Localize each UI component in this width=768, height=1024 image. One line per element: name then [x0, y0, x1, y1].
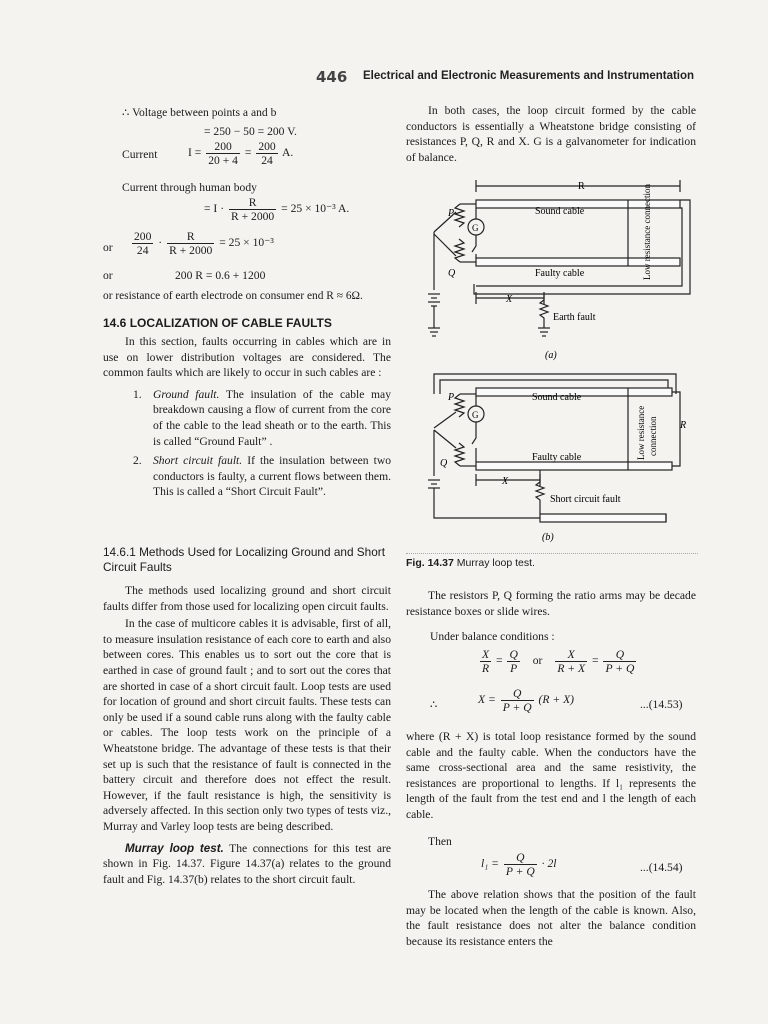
fig-b-label-q: Q [440, 458, 448, 469]
right-intro: In both cases, the loop circuit formed by the cable conductors is essentially a Wheatstone bridge consisting of resistances P, Q, R and X. G is a galvanometer for indication of balance. [406, 104, 696, 164]
eq-number-14-53: ...(14.53) [640, 698, 683, 711]
eq-current-frac2: $\frac{200}{24}$ [258, 140, 276, 167]
fig-caption [406, 557, 535, 569]
fig-a-earth-fault: Earth fault [553, 312, 596, 323]
fig-a-label-g: G [472, 223, 479, 233]
fig-b-faulty-cable: Faulty cable [532, 452, 582, 463]
figure-a [410, 172, 700, 368]
section-intro: In this section, faults occurring in cables which are in use on lower distribution voltages are considered. The common faults which are likely to occur in such cables are : [103, 335, 391, 380]
eq-body-lhs: = I · [204, 202, 225, 216]
right-para-ratio: The resistors P, Q forming the ratio arms may be decade resistance boxes or slide wires. [406, 589, 696, 618]
eq-current [188, 140, 293, 167]
figure-b [410, 368, 700, 548]
fig-b-connection-2: connection [648, 416, 658, 456]
eq-current-unit: A. [281, 146, 294, 160]
running-title: Electrical and Electronic Measurements and Instrumentation [363, 70, 695, 82]
fig-a-sound-cable: Sound cable [535, 206, 585, 217]
fig-caption-label: Fig. 14.37 [406, 557, 454, 569]
balance-eq: $\frac{X}{R}$ = $\frac{Q}{P}$ or $\frac{X}{R + X}$ = $\frac{Q}{P + Q}$ [482, 648, 635, 675]
subsection-body [103, 583, 391, 887]
fig-a-label-p: P [448, 208, 455, 219]
fig-a-connection: Low resistance connection [642, 184, 652, 280]
x-equation: X = $\frac{Q}{P + Q}$ (R + X) [478, 687, 575, 714]
fig-a-sublabel: (a) [545, 350, 557, 361]
fig-b-label-r: R [680, 420, 687, 431]
fig-a-label-x: X [506, 294, 513, 305]
balance-label: Under balance conditions : [430, 630, 555, 643]
section-title: 14.6 LOCALIZATION OF CABLE FAULTS [103, 316, 332, 330]
eq-conclusion: or resistance of earth electrode on consumer end R ≈ 6Ω. [103, 290, 363, 302]
section-body [103, 334, 391, 504]
fig-b-connection-1: Low resistance [636, 405, 646, 460]
list-item: 1. Ground fault. The insulation of the cable may breakdown causing a flow of current from the core of the cable to the lead sheath or to the earth. This is called “Ground Fault” . [133, 387, 391, 448]
eq-body-label: Current through human body [122, 181, 257, 194]
eq-body-rhs: = 25 × 10⁻³ A. [281, 202, 350, 216]
eq-or1: $\frac{200}{24}$ · $\frac{R}{R + 2000}$ = 25 × 10⁻³ [134, 230, 274, 257]
eq-or1-rhs: = 25 × 10⁻³ [219, 236, 274, 250]
eq-or1-frac1: $\frac{200}{24}$ [134, 230, 152, 257]
eq-or2-expr: 200 R = 0.6 + 1200 [175, 269, 266, 282]
eq-body [204, 196, 349, 223]
eq-or1-label: or [103, 241, 113, 254]
eq-body-frac: $\frac{R}{R + 2000}$ [230, 196, 275, 223]
eq-or2-label: or [103, 269, 113, 282]
right-para-position: The above relation shows that the position of the fault may be located when the length of the cable is known. Also, the fault resistance does not alter the balance condition because its resistance enters the [406, 888, 696, 948]
eq-current-lhs: I = [188, 146, 202, 160]
fig-a-faulty-cable: Faulty cable [535, 268, 585, 279]
para-methods: The methods used localizing ground and short circuit faults differ from those used for localizing open circuit faults. [103, 584, 391, 613]
fig-b-sound-cable: Sound cable [532, 392, 582, 403]
fig-b-short-fault: Short circuit fault [550, 494, 621, 505]
subsection-title: 14.6.1 Methods Used for Localizing Ground and Short Circuit Faults [103, 545, 385, 574]
then-label: Then [428, 835, 452, 848]
list-item: 2. Short circuit fault. If the insulation between two conductors is faulty, a current flows between them. This is called a “Short Circuit Fault”. [133, 454, 391, 499]
fig-b-label-x: X [502, 476, 509, 487]
fig-b-label-g: G [472, 410, 479, 420]
para-murray: Murray loop test. The connections for this test are shown in Fig. 14.37. Figure 14.37(a) relates to the ground fault and Fig. 14.37(b) relates to the short circuit fault. [103, 841, 391, 886]
para-multicore: In the case of multicore cables it is advisable, first of all, to measure insulation resistance of each core to earth and also between cores. This enables us to sort out the core that is earthed in case of ground fault ; and to sort out the cores that are shorted in case of a short circuit fault. Loop tests are used for location of ground and short circuit faults. These tests can only be used if a sound cable runs along with the faulty cable or cables. The loop tests work on the principle of a Wheatstone bridge. The advantage of these tests is that their set up is such that the resistance of fault is connected in the battery circuit and therefore does not effect the result. However, if the fault resistance is high, the sensitivity is adversely affected. In this section only two types of tests viz., Murray and Varley loop tests are being described. [103, 617, 391, 833]
fault-list [103, 387, 391, 500]
x-therefore: ∴ [430, 698, 438, 711]
eq-voltage-label: ∴ Voltage between points a and b [122, 106, 277, 119]
fig-b-label-p: P [448, 392, 455, 403]
page-number: 446 [316, 68, 348, 86]
eq-current-eq: = [244, 146, 252, 160]
eq-voltage-value: = 250 − 50 = 200 V. [204, 125, 297, 138]
l1-equation: l₁ = $\frac{Q}{P + Q}$ · 2l [481, 851, 557, 878]
fig-caption-rule [406, 553, 698, 554]
eq-current-label: Current [122, 148, 158, 161]
eq-or1-frac2: $\frac{R}{R + 2000}$ [169, 230, 213, 257]
fig-a-label-q: Q [448, 268, 456, 279]
fig-caption-text: Murray loop test. [456, 557, 535, 569]
fig-b-sublabel: (b) [542, 532, 554, 543]
fig-a-label-r: R [578, 181, 585, 192]
eq-number-14-54: ...(14.54) [640, 861, 683, 874]
eq-current-frac1: $\frac{200}{20 + 4}$ [208, 140, 238, 167]
right-para-loop: where (R + X) is total loop resistance formed by the sound cable and the faulty cable. When the conductors have the same cross-sectional area and the same resistivity, the resistances are proportional to lengths. If l₁ represents the length of the fault from the test end and l the length of each cable. [406, 730, 696, 821]
